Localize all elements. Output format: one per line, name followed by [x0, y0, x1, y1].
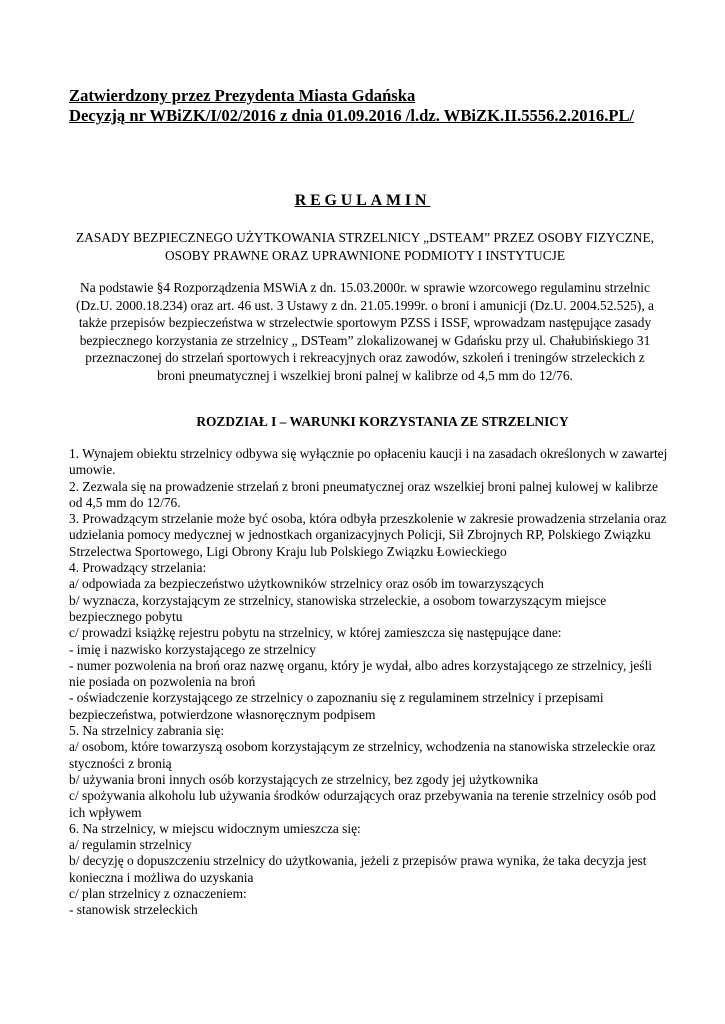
paragraph: b/ decyzję o dopuszczeniu strzelnicy do użytkowania, jeżeli z przepisów prawa wynika, że taka decyzja jest konieczna i możliwa do uzyskania	[69, 853, 647, 885]
paragraph: 1. Wynajem obiektu strzelnicy odbywa się wyłącznie po opłaceniu kaucji i na zasadach określonych w zawartej umowie.	[69, 446, 668, 478]
paragraph: a/ osobom, które towarzyszą osobom korzystającym ze strzelnicy, wchodzenia na stanowiska strzeleckie oraz styczności z bronią	[69, 739, 656, 771]
paragraph: 2. Zezwala się na prowadzenie strzelań z broni pneumatycznej oraz wszelkiej broni palnej kulowej w kalibrze od 4,5 mm do 12/76.	[69, 478, 658, 510]
paragraph: - numer pozwolenia na broń oraz nazwę organu, który je wydał, albo adres korzystającego ze strzelnicy, jeśli nie posiada on pozwolenia na broń	[69, 657, 653, 690]
paragraph: - oświadczenie korzystającego ze strzelnicy o zapoznaniu się z regulaminem strzelnicy i przepisami bezpieczeństwa, potwierdzone własnoręcznym podpisem	[69, 690, 604, 722]
regulation-body	[69, 446, 669, 919]
paragraph: 3. Prowadzącym strzelanie może być osoba, która odbyła przeszkolenie w zakresie prowadzenia strzelania oraz udzielania pomocy medycznej w jednostkach organizacyjnych Policji, Sił Zbrojnych RP, Polskiego Związku Strzelectwa Sportowego, Ligi Obrony Kraju lub Polskiego Związku Łowieckiego	[69, 511, 667, 559]
paragraph: 6. Na strzelnicy, w miejscu widocznym umieszcza się:	[69, 820, 361, 836]
chapter-heading	[0, 414, 725, 430]
paragraph: - imię i nazwisko korzystającego ze strzelnicy	[69, 641, 316, 657]
intro-paragraph: Na podstawie §4 Rozporządzenia MSWiA z dn. 15.03.2000r. w sprawie wzorcowego regulaminu strzelnic (Dz.U. 2000.18.234) oraz art. 46 ust. 3 Ustawy z dn. 21.05.1999r. o broni i amunicji (Dz.U. 2004.52.525), a także przepisów bezpieczeństwa w strzelectwie sportowym PZSS i ISSF, wprowadzam następujące zasady bezpiecznego korzystania ze strzelnicy „ DSTeam” zlokalizowanej w Gdańsku przy ul. Chałubińskiego 31 przeznaczonej do strzelań sportowych i rekreacyjnych oraz zawodów, szkoleń i treningów strzeleckich z broni pneumatycznej i wszelkiej broni palnej w kalibrze od 4,5 mm do 12/76.	[76, 280, 654, 383]
paragraph: c/ plan strzelnicy z oznaczeniem:	[69, 886, 247, 902]
paragraph: b/ wyznacza, korzystającym ze strzelnicy, stanowiska strzeleckie, a osobom towarzyszącym miejsce bezpiecznego pobytu	[69, 592, 607, 624]
document-subtitle: ZASADY BEZPIECZNEGO UŻYTKOWANIA STRZELNICY „DSTEAM” PRZEZ OSOBY FIZYCZNE, OSOBY PRAWNE ORAZ UPRAWNIONE PODMIOTY I INSTYTUCJE	[76, 230, 654, 263]
chapter-heading-text: ROZDZIAŁ I – WARUNKI KORZYSTANIA ZE STRZELNICY	[196, 414, 569, 429]
approval-note	[69, 86, 709, 126]
paragraph: b/ używania broni innych osób korzystających ze strzelnicy, bez zgody jej użytkownika	[69, 771, 539, 787]
paragraph: a/ odpowiada za bezpieczeństwo użytkowników strzelnicy oraz osób im towarzyszących	[69, 576, 544, 592]
paragraph: a/ regulamin strzelnicy	[69, 837, 192, 853]
paragraph: c/ prowadzi książkę rejestru pobytu na strzelnicy, w której zamieszcza się następujące dane:	[69, 625, 562, 641]
document-title: REGULAMIN	[294, 192, 431, 209]
approval-line-2: Decyzją nr WBiZK/I/02/2016 z dnia 01.09.2016 /l.dz. WBiZK.II.5556.2.2016.PL/	[69, 106, 635, 125]
paragraph: 4. Prowadzący strzelania:	[69, 560, 207, 576]
paragraph: c/ spożywania alkoholu lub używania środków odurzających oraz przebywania na terenie strzelnicy osób pod ich wpływem	[69, 788, 657, 820]
paragraph: 5. Na strzelnicy zabrania się:	[69, 723, 225, 739]
paragraph: - stanowisk strzeleckich	[69, 902, 198, 918]
approval-line-1: Zatwierdzony przez Prezydenta Miasta Gdańska	[69, 86, 416, 105]
